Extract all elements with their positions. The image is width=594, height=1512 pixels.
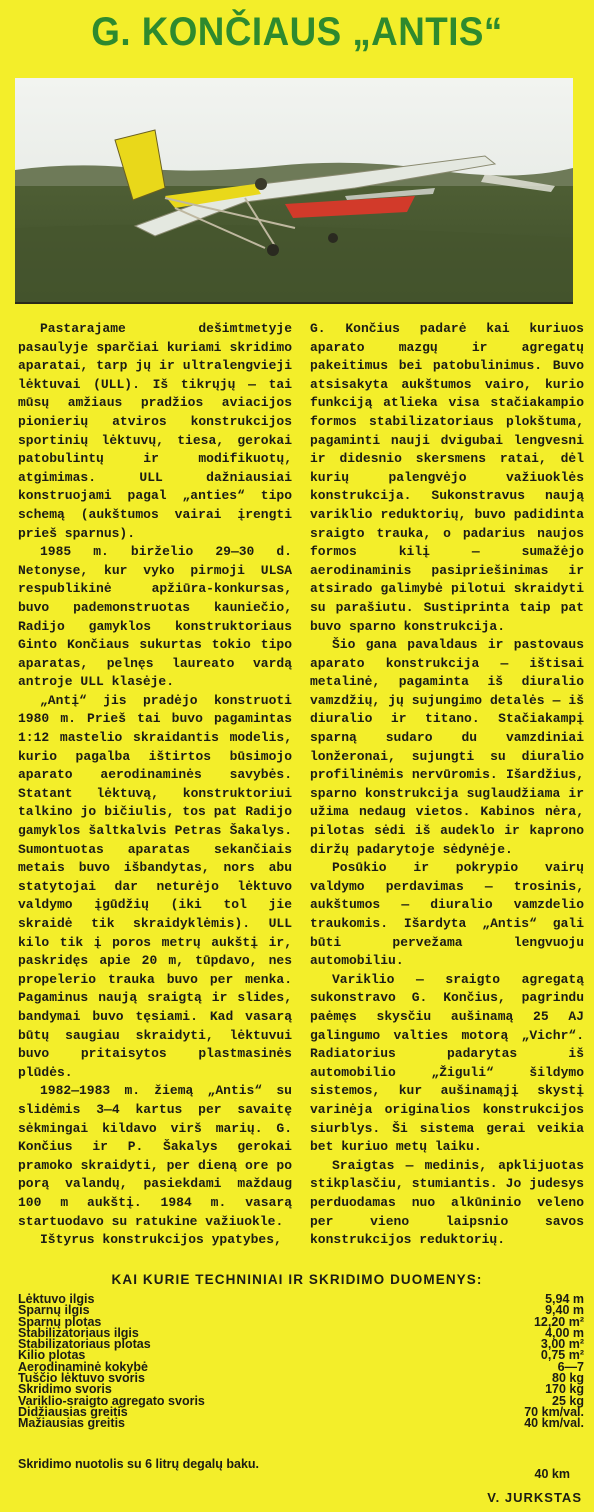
spec-label: Didžiausias greitis — [18, 1404, 128, 1419]
spec-label: Tuščio lėktuvo svoris — [18, 1371, 145, 1386]
paragraph: Pastarajame dešimtmetyje pasaulyje sparčiai kuriami skridimo aparatai, tarp jų ir ultralengvieji lėktuvai (ULL). Iš tikrųjų — tai mūsų amžiaus pradžios aviacijos pionierių atviros konstrukcijos sportinių lėktuvų, tiesa, gerokai patobulintų ir modifikuotų, atgimimas. ULL dažniausiai konstruojami pagal „anties“ tipo schemą (aukštumos vairai įrengti prieš sparnus). — [18, 321, 292, 541]
spec-value: 3,00 m² — [540, 1337, 584, 1352]
spec-row — [18, 1418, 584, 1429]
spec-label: Lėktuvo ilgis — [18, 1292, 95, 1306]
specs-heading: KAI KURIE TECHNINIAI IR SKRIDIMO DUOMENYS: — [111, 1272, 483, 1287]
paragraph: 1982—1983 m. žiemą „Antis“ su slidėmis 3—4 kartus per savaitę sėkmingai kildavo virš marių. G. Končius ir P. Šakalys gerokai pramoko skraidyti, per dieną ore po porą valandų, pasiekdami maždaug 100 m aukštį. 1984 m. vasarą startuodavo su ratukine važiuokle. — [18, 1083, 292, 1229]
spec-label: Aerodinaminė kokybė — [18, 1359, 148, 1374]
article-column-right — [310, 320, 584, 1250]
spec-row — [18, 1339, 584, 1350]
spec-value: 80 kg — [552, 1371, 584, 1386]
spec-value: 12,20 m² — [533, 1314, 584, 1329]
paragraph: G. Končius padarė kai kuriuos aparato mazgų ir agregatų pakeitimus bei patobulinimus. Buvo atsisakyta aukštumos vairo, kurio funkciją atlieka visa stačiakampio formos stabilizatoriaus plokštuma, pagaminti nauji dvigubai lengvesni ir didesnio skersmens ratai, dėl kurių palengvėjo važiuoklės konstrukcija. Sukonstravus naują variklio reduktorių, buvo padidinta sraigto trauka, o padarius naujos formos kilį — sumažėjo aerodinaminis pasipriešinimas ir atsirado galimybė pilotui skraidyti su parašiutu. Sustiprinta taip pat buvo sparno konstrukcija. — [310, 321, 584, 634]
specs-table — [18, 1294, 584, 1430]
spec-row — [18, 1294, 584, 1305]
spec-label: Kilio plotas — [18, 1348, 86, 1363]
spec-value: 40 km/val. — [524, 1416, 584, 1431]
spec-label: Skridimo svoris — [18, 1382, 112, 1397]
spec-label: Stabilizatoriaus ilgis — [18, 1325, 139, 1340]
spec-label: Variklio-sraigto agregato svoris — [18, 1393, 205, 1408]
paragraph: Ištyrus konstrukcijos ypatybes, — [40, 1232, 282, 1248]
article-column-left — [18, 320, 292, 1250]
spec-label: Sparnų ilgis — [18, 1303, 90, 1318]
paragraph: Posūkio ir pokrypio vairų valdymo perdavimas — trosinis, aukštumos — diuralio vamzdelio traukomis. Išardyta „Antis“ gali būti pervežama lengvuoju automobiliu. — [310, 860, 584, 969]
spec-value: 70 km/val. — [524, 1404, 584, 1419]
spec-value: 9,40 m — [545, 1303, 584, 1318]
author-signature: V. JURKSTAS — [487, 1490, 582, 1505]
paragraph: 1985 m. birželio 29—30 d. Netonyse, kur vyko pirmoji ULSA respublikinė apžiūra-konkursas, buvo pademonstruotas kauniečio, Radijo gamyklos konstruktoriaus Ginto Končiaus sukurtas tokio tipo aparatas, pelnęs laureato vardą antroje ULL klasėje. — [18, 544, 292, 690]
spec-value: 40 km — [534, 1467, 570, 1481]
spec-label: Mažiausias greitis — [18, 1416, 125, 1431]
glider-photo — [15, 78, 573, 304]
spec-value: 0,75 m² — [540, 1348, 584, 1363]
spec-value: 4,00 m — [545, 1325, 584, 1340]
spec-row-range — [18, 1457, 584, 1481]
spec-row — [18, 1305, 584, 1316]
spec-value: 170 kg — [545, 1382, 584, 1397]
spec-label: Sparnų plotas — [18, 1314, 102, 1329]
paragraph: „Antį“ jis pradėjo konstruoti 1980 m. Prieš tai buvo pagamintas 1:12 mastelio skraidantis modelis, kurio pagalba ištirtos būsimojo aparato aerodinaminės savybės. Statant lėktuvą, konstruktoriui talkino jo bičiulis, tos pat Radijo gamyklos šaltkalvis Petras Šakalys. Sumontuotas aparatas sekančiais metais buvo išbandytas, nors abu statytojai dar neturėjo lėktuvo valdymo įgūdžių (iki tol jie skraidė tik skraidyklėmis). ULL kilo tik į poros metrų aukštį ir, paskridęs apie 20 m, tūpdavo, nes propelerio trauka buvo per menka. Pagaminus naują sraigtą ir slides, bandymai buvo tęsiami. Kad vasarą būtų saugiau skraidyti, lėktuvui buvo pritaisytos plastmasinės plūdės. — [18, 692, 292, 1080]
spec-value: 5,94 m — [545, 1292, 584, 1306]
spec-label: Stabilizatoriaus plotas — [18, 1337, 151, 1352]
paragraph: Variklio — sraigto agregatą sukonstravo G. Končius, pagrindu paėmęs skysčiu aušinamą 25 AJ galingumo valties motorą „Vichr“. Radiatorius padarytas iš automobilio „Žiguli“ šildymo sistemos, kur aušinamąjį skystį varinėja originalios konstrukcijos siurblys. Ši sistema gerai veikia bet kuriuo metų laiku. — [310, 971, 584, 1155]
spec-label: Skridimo nuotolis su 6 litrų degalų baku. — [18, 1457, 260, 1471]
spec-value: 6—7 — [557, 1359, 584, 1374]
paragraph: Šio gana pavaldaus ir pastovaus aparato konstrukcija — ištisai metalinė, pagaminta iš diuralio vamzdžių, jų sujungimo detalės — iš diuralio ir titano. Stačiakampį sparną sudaro du vamzdiniai lonžeronai, sujungti su diuralio profilinėmis nervūromis. Išardžius, sparno konstrukcija suglaudžiama ir užima nedaug vietos. Kabinos nėra, pilotas sėdi iš audeklo ir kaprono diržų padarytoje sėdynėje. — [310, 637, 584, 857]
spec-value: 25 kg — [552, 1393, 584, 1408]
paragraph: Sraigtas — medinis, apklijuotas stikplasčiu, stumiantis. Jo judesys perduodamas nuo alkūninio veleno per vieno laipsnio savos konstrukcijos reduktorių. — [310, 1157, 584, 1248]
article-title: G. KONČIAUS „ANTIS“ — [91, 10, 503, 54]
